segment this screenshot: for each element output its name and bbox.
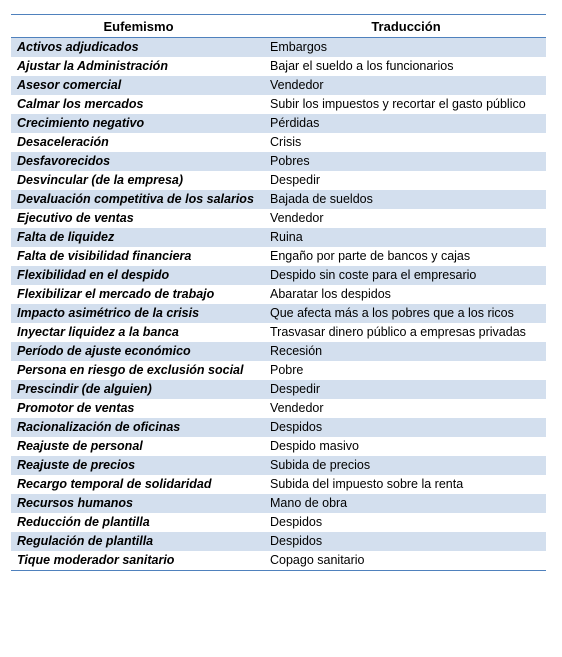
eufemismo-cell: Reducción de plantilla [11,513,266,532]
table-row [11,171,546,190]
traduccion-cell: Abaratar los despidos [266,285,546,304]
header-row [11,15,546,38]
eufemismo-cell: Desfavorecidos [11,152,266,171]
eufemismo-cell: Impacto asimétrico de la crisis [11,304,266,323]
table-row [11,513,546,532]
eufemismo-cell: Ajustar la Administración [11,57,266,76]
traduccion-cell: Engaño por parte de bancos y cajas [266,247,546,266]
table-row [11,209,546,228]
eufemismo-cell: Crecimiento negativo [11,114,266,133]
traduccion-cell: Despedir [266,380,546,399]
eufemismo-cell: Período de ajuste económico [11,342,266,361]
eufemismo-cell: Prescindir (de alguien) [11,380,266,399]
table-row [11,399,546,418]
eufemismo-cell: Calmar los mercados [11,95,266,114]
header-eufemismo: Eufemismo [11,15,266,38]
euphemism-table [11,14,546,571]
traduccion-cell: Ruina [266,228,546,247]
table-row [11,57,546,76]
eufemismo-cell: Falta de liquidez [11,228,266,247]
traduccion-cell: Despidos [266,532,546,551]
eufemismo-cell: Asesor comercial [11,76,266,95]
eufemismo-cell: Regulación de plantilla [11,532,266,551]
table-row [11,38,546,58]
table-row [11,152,546,171]
traduccion-cell: Crisis [266,133,546,152]
table-row [11,494,546,513]
eufemismo-cell: Falta de visibilidad financiera [11,247,266,266]
eufemismo-cell: Devaluación competitiva de los salarios [11,190,266,209]
traduccion-cell: Despedir [266,171,546,190]
table-row [11,190,546,209]
table-body [11,38,546,571]
eufemismo-cell: Inyectar liquidez a la banca [11,323,266,342]
eufemismo-cell: Desvincular (de la empresa) [11,171,266,190]
traduccion-cell: Pobres [266,152,546,171]
eufemismo-cell: Promotor de ventas [11,399,266,418]
traduccion-cell: Bajada de sueldos [266,190,546,209]
traduccion-cell: Vendedor [266,399,546,418]
table-row [11,380,546,399]
table-row [11,228,546,247]
table-row [11,418,546,437]
table-row [11,361,546,380]
table-row [11,475,546,494]
table-row [11,304,546,323]
eufemismo-cell: Racionalización de oficinas [11,418,266,437]
eufemismo-cell: Reajuste de precios [11,456,266,475]
table-row [11,342,546,361]
eufemismo-cell: Reajuste de personal [11,437,266,456]
traduccion-cell: Subida del impuesto sobre la renta [266,475,546,494]
eufemismo-cell: Activos adjudicados [11,38,266,58]
table-row [11,437,546,456]
table-row [11,532,546,551]
traduccion-cell: Pérdidas [266,114,546,133]
traduccion-cell: Recesión [266,342,546,361]
header-traduccion: Traducción [266,15,546,38]
table-row [11,114,546,133]
eufemismo-cell: Flexibilidad en el despido [11,266,266,285]
table-row [11,266,546,285]
eufemismo-cell: Recargo temporal de solidaridad [11,475,266,494]
traduccion-cell: Vendedor [266,76,546,95]
traduccion-cell: Que afecta más a los pobres que a los ricos [266,304,546,323]
eufemismo-cell: Recursos humanos [11,494,266,513]
eufemismo-cell: Desaceleración [11,133,266,152]
traduccion-cell: Pobre [266,361,546,380]
table-row [11,76,546,95]
traduccion-cell: Trasvasar dinero público a empresas privadas [266,323,546,342]
traduccion-cell: Subida de precios [266,456,546,475]
traduccion-cell: Mano de obra [266,494,546,513]
euphemism-table-container [11,14,546,571]
traduccion-cell: Embargos [266,38,546,58]
table-row [11,456,546,475]
traduccion-cell: Despidos [266,513,546,532]
table-row [11,323,546,342]
traduccion-cell: Vendedor [266,209,546,228]
eufemismo-cell: Ejecutivo de ventas [11,209,266,228]
traduccion-cell: Bajar el sueldo a los funcionarios [266,57,546,76]
eufemismo-cell: Persona en riesgo de exclusión social [11,361,266,380]
table-row [11,551,546,571]
eufemismo-cell: Tique moderador sanitario [11,551,266,571]
traduccion-cell: Subir los impuestos y recortar el gasto público [266,95,546,114]
table-header [11,15,546,38]
table-row [11,95,546,114]
table-row [11,247,546,266]
traduccion-cell: Despido masivo [266,437,546,456]
table-row [11,133,546,152]
table-row [11,285,546,304]
traduccion-cell: Despidos [266,418,546,437]
traduccion-cell: Despido sin coste para el empresario [266,266,546,285]
eufemismo-cell: Flexibilizar el mercado de trabajo [11,285,266,304]
traduccion-cell: Copago sanitario [266,551,546,571]
